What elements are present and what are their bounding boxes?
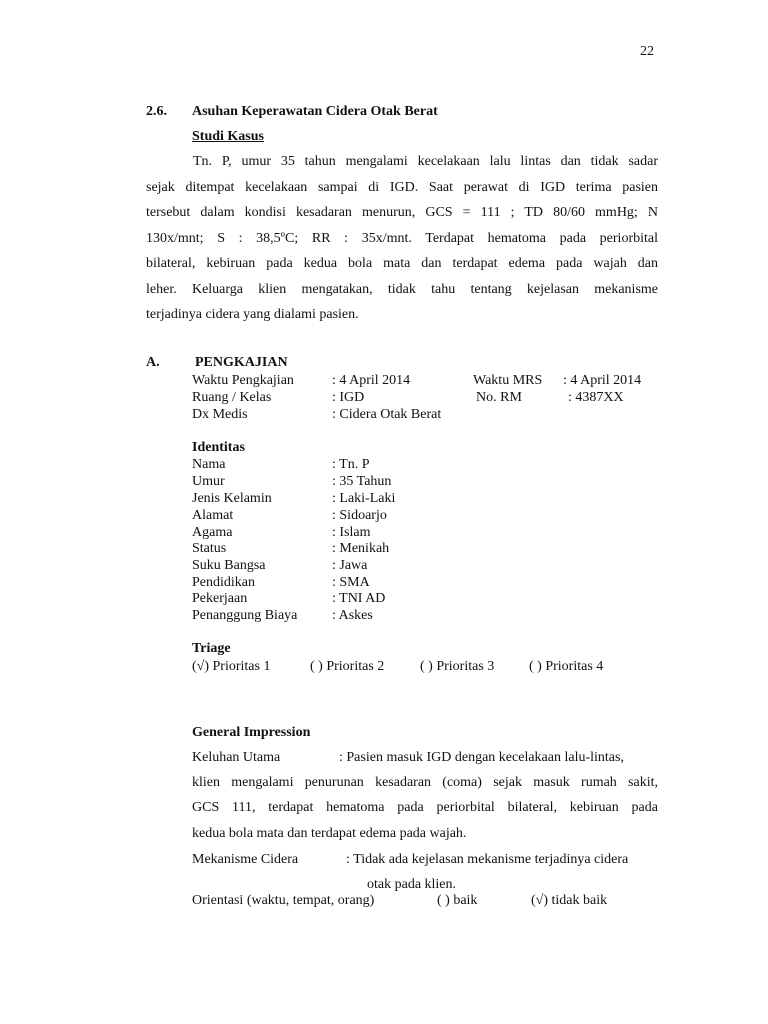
mekanisme-cidera-cont: otak pada klien. [367, 877, 457, 892]
paragraph-line: sejak ditempat kecelakaan sampai di IGD. Saat perawat di IGD terima pasien [146, 179, 658, 195]
paragraph-line: 130x/mnt; S : 38,5ºC; RR : 35x/mnt. Terdapat hematoma pada periorbital [146, 230, 658, 246]
field-label: Jenis Kelamin [192, 491, 272, 506]
mekanisme-cidera-value: : Tidak ada kejelasan mekanisme terjadinya cidera [346, 852, 629, 867]
identitas-heading: Identitas [192, 440, 245, 455]
paragraph-line: bilateral, kebiruan pada kedua bola mata dan terdapat edema pada wajah dan [146, 256, 658, 271]
field-label: Penanggung Biaya [192, 608, 298, 623]
orientasi-tidak-baik-option: (√) tidak baik [531, 893, 608, 908]
field-label: Suku Bangsa [192, 558, 266, 573]
general-impression-heading: General Impression [192, 725, 311, 740]
dx-medis-value: : Cidera Otak Berat [332, 407, 442, 422]
field-value: : 35 Tahun [332, 474, 392, 489]
dx-medis-label: Dx Medis [192, 407, 248, 422]
field-value: : Laki-Laki [332, 491, 396, 506]
assessment-letter: A. [146, 355, 160, 370]
mekanisme-cidera-label: Mekanisme Cidera [192, 852, 299, 867]
section-number: 2.6. [146, 104, 167, 119]
field-value: : Islam [332, 525, 371, 540]
field-label: Alamat [192, 508, 234, 523]
field-value: : Menikah [332, 541, 390, 556]
paragraph-line: Tn. P, umur 35 tahun mengalami kecelakaan lalu lintas dan tidak sadar [193, 154, 658, 169]
ruang-value: : IGD [332, 390, 365, 405]
field-label: Nama [192, 457, 226, 472]
field-value: : Jawa [332, 558, 368, 573]
field-label: Pekerjaan [192, 591, 248, 606]
section-title: Asuhan Keperawatan Cidera Otak Berat [192, 104, 438, 119]
field-label: Status [192, 541, 227, 556]
field-value: : TNI AD [332, 591, 386, 606]
field-value: : SMA [332, 575, 370, 590]
field-value: : Tn. P [332, 457, 370, 472]
orientasi-baik-option: ( ) baik [437, 893, 478, 908]
triage-option-1: (√) Prioritas 1 [192, 659, 271, 674]
no-rm-value: : 4387XX [568, 390, 624, 405]
section-subtitle: Studi Kasus [192, 129, 264, 144]
triage-option-4: ( ) Prioritas 4 [529, 659, 604, 674]
field-label: Agama [192, 525, 233, 540]
waktu-pengkajian-label: Waktu Pengkajian [192, 373, 294, 388]
paragraph-line: tersebut dalam kondisi kesadaran menurun, GCS = 111 ; TD 80/60 mmHg; N [146, 205, 658, 220]
paragraph-line: leher. Keluarga klien mengatakan, tidak tahu tentang kejelasan mekanisme [146, 281, 658, 297]
waktu-mrs-value: : 4 April 2014 [563, 373, 642, 388]
field-label: Umur [192, 474, 225, 489]
ruang-label: Ruang / Kelas [192, 390, 272, 405]
waktu-pengkajian-value: : 4 April 2014 [332, 373, 411, 388]
keluhan-line: kedua bola mata dan terdapat edema pada wajah. [192, 826, 467, 841]
orientasi-label: Orientasi (waktu, tempat, orang) [192, 893, 375, 908]
keluhan-line: klien mengalami penurunan kesadaran (coma) sejak masuk rumah sakit, [192, 775, 658, 790]
case-paragraph [146, 149, 658, 328]
triage-option-3: ( ) Prioritas 3 [420, 659, 495, 674]
no-rm-label: No. RM [476, 390, 522, 405]
field-label: Pendidikan [192, 575, 255, 590]
triage-heading: Triage [192, 641, 231, 656]
keluhan-utama-label: Keluhan Utama [192, 750, 281, 765]
field-value: : Askes [332, 608, 373, 623]
waktu-mrs-label: Waktu MRS [473, 373, 543, 388]
triage-option-2: ( ) Prioritas 2 [310, 659, 385, 674]
assessment-title: PENGKAJIAN [195, 355, 288, 370]
keluhan-utama-value: : Pasien masuk IGD dengan kecelakaan lalu-lintas, [339, 750, 624, 765]
paragraph-line: terjadinya cidera yang dialami pasien. [146, 307, 359, 322]
keluhan-line: GCS 111, terdapat hematoma pada periorbital bilateral, kebiruan pada [192, 800, 658, 815]
field-value: : Sidoarjo [332, 508, 387, 523]
page-number: 22 [640, 44, 654, 59]
